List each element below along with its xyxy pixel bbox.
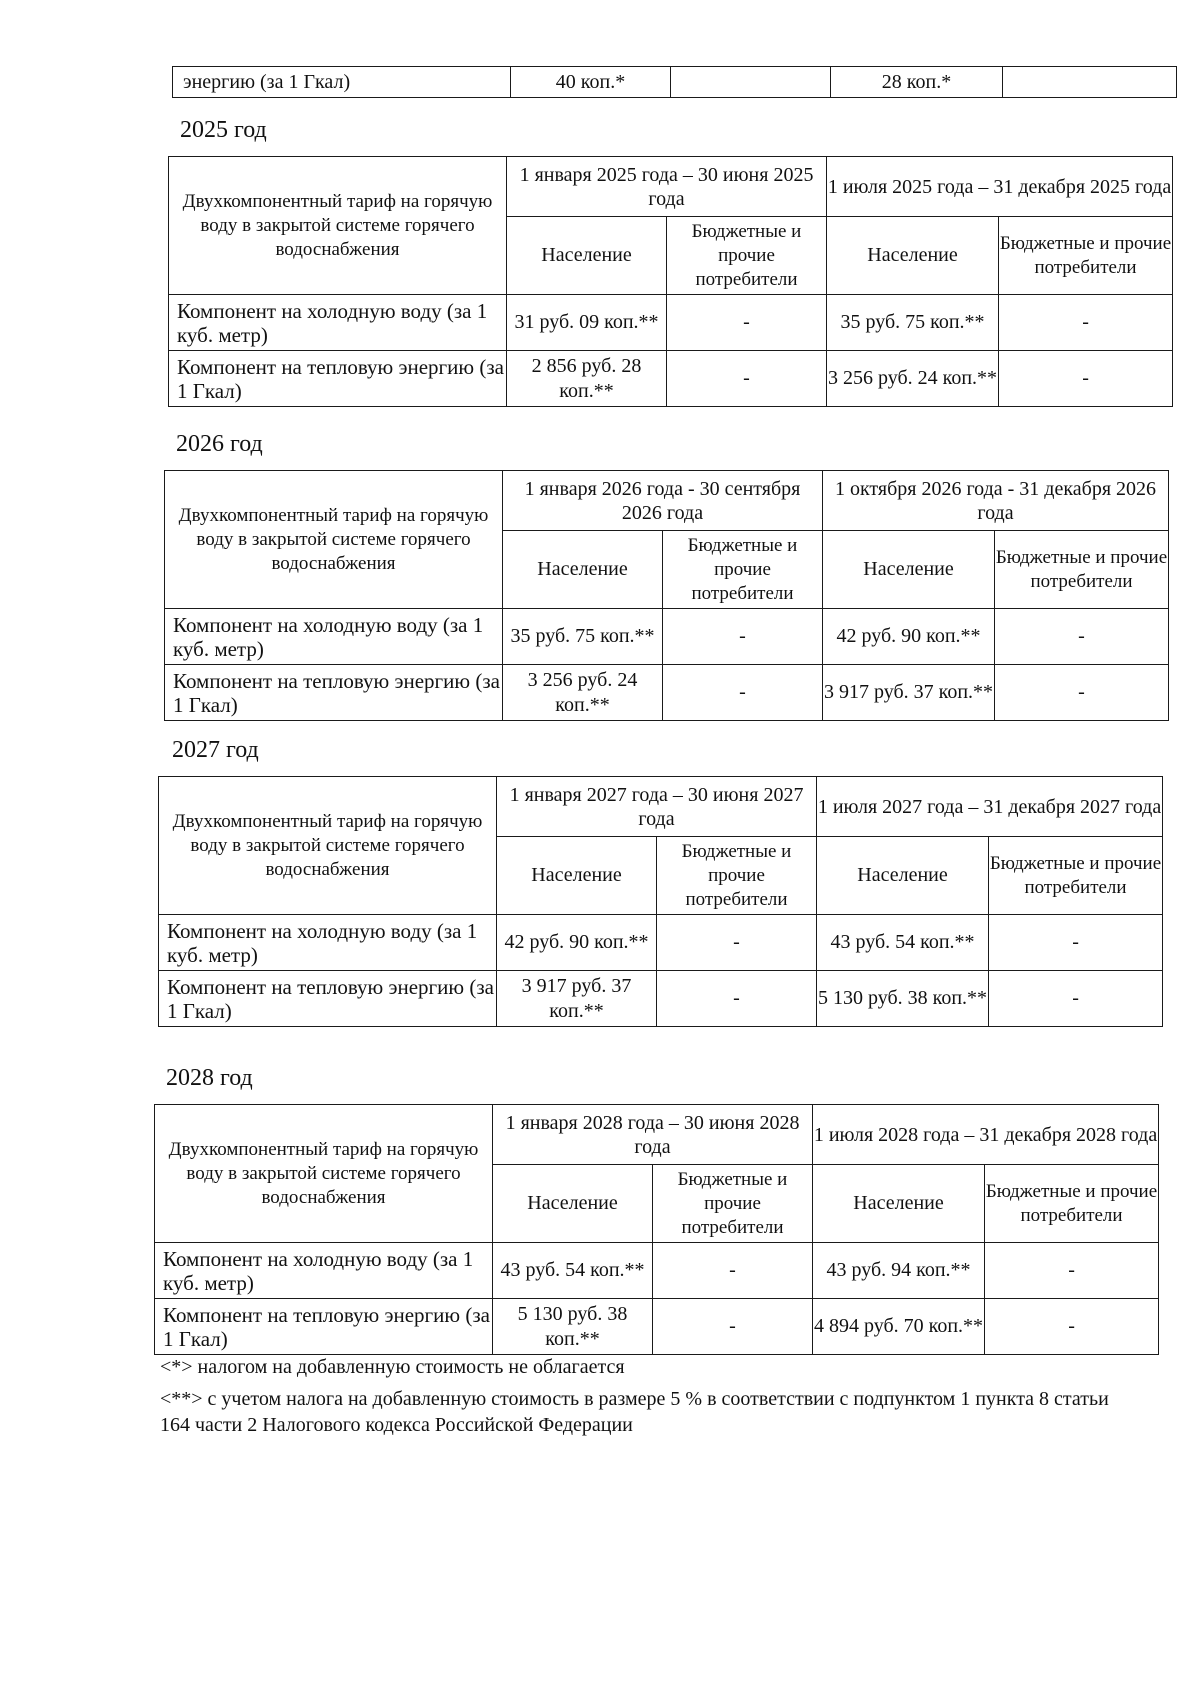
- row-label: Компонент на тепловую энергию (за 1 Гкал): [155, 1299, 493, 1355]
- cell: -: [657, 971, 817, 1027]
- tariff-table-2025: [168, 156, 1173, 407]
- table-row: [173, 67, 1177, 98]
- cell: -: [653, 1299, 813, 1355]
- table-row: [169, 295, 1173, 351]
- column-header: Бюджетные и прочие потребители: [667, 217, 827, 295]
- column-header: Население: [827, 217, 999, 295]
- row-label: энергию (за 1 Гкал): [173, 67, 511, 98]
- table-title: Двухкомпонентный тариф на горячую воду в закрытой системе горячего водоснабжения: [165, 471, 503, 609]
- row-label: Компонент на тепловую энергию (за 1 Гкал): [165, 665, 503, 721]
- cell: -: [667, 351, 827, 407]
- period-header: 1 января 2027 года – 30 июня 2027 года: [497, 777, 817, 837]
- cell: 40 коп.*: [511, 67, 671, 98]
- period-header: 1 января 2028 года – 30 июня 2028 года: [493, 1105, 813, 1165]
- year-heading-2027: 2027 год: [172, 737, 259, 763]
- period-header: 1 июля 2027 года – 31 декабря 2027 года: [817, 777, 1163, 837]
- table-title: Двухкомпонентный тариф на горячую воду в закрытой системе горячего водоснабжения: [159, 777, 497, 915]
- column-header: Население: [813, 1165, 985, 1243]
- period-header: 1 июля 2028 года – 31 декабря 2028 года: [813, 1105, 1159, 1165]
- table-title: Двухкомпонентный тариф на горячую воду в закрытой системе горячего водоснабжения: [155, 1105, 493, 1243]
- footnote-vat-5: <**> с учетом налога на добавленную стоимость в размере 5 % в соответствии с подпунктом 1 пункта 8 статьи 164 части 2 Налогового кодекса Российской Федерации: [160, 1388, 1109, 1436]
- table-row: [155, 1299, 1159, 1355]
- cell: 3 256 руб. 24 коп.**: [503, 665, 663, 721]
- column-header: Население: [503, 531, 663, 609]
- cell: 4 894 руб. 70 коп.**: [813, 1299, 985, 1355]
- period-header: 1 января 2025 года – 30 июня 2025 года: [507, 157, 827, 217]
- column-header: Бюджетные и прочие потребители: [999, 217, 1173, 295]
- cell: 43 руб. 94 коп.**: [813, 1243, 985, 1299]
- row-label: Компонент на холодную воду (за 1 куб. метр): [165, 609, 503, 665]
- table-row: [169, 157, 1173, 217]
- cell: 35 руб. 75 коп.**: [503, 609, 663, 665]
- table-row: [165, 609, 1169, 665]
- year-heading-2026: 2026 год: [176, 431, 263, 457]
- table-row: [169, 351, 1173, 407]
- period-header: 1 января 2026 года - 30 сентября 2026 года: [503, 471, 823, 531]
- cell: 35 руб. 75 коп.**: [827, 295, 999, 351]
- cell: -: [985, 1299, 1159, 1355]
- table-row: [159, 971, 1163, 1027]
- tariff-table-2026: [164, 470, 1169, 721]
- column-header: Бюджетные и прочие потребители: [657, 837, 817, 915]
- cell: -: [667, 295, 827, 351]
- cell: -: [657, 915, 817, 971]
- cell: -: [995, 665, 1169, 721]
- row-label: Компонент на холодную воду (за 1 куб. метр): [169, 295, 507, 351]
- year-heading-2025: 2025 год: [180, 117, 267, 143]
- period-header: 1 июля 2025 года – 31 декабря 2025 года: [827, 157, 1173, 217]
- cell: -: [999, 295, 1173, 351]
- cell: [671, 67, 831, 98]
- column-header: Бюджетные и прочие потребители: [985, 1165, 1159, 1243]
- cell: 31 руб. 09 коп.**: [507, 295, 667, 351]
- column-header: Население: [507, 217, 667, 295]
- column-header: Население: [823, 531, 995, 609]
- column-header: Население: [817, 837, 989, 915]
- tariff-table-2027: [158, 776, 1163, 1027]
- cell: -: [989, 915, 1163, 971]
- column-header: Бюджетные и прочие потребители: [653, 1165, 813, 1243]
- row-label: Компонент на тепловую энергию (за 1 Гкал): [169, 351, 507, 407]
- table-title: Двухкомпонентный тариф на горячую воду в закрытой системе горячего водоснабжения: [169, 157, 507, 295]
- table-row: [155, 1105, 1159, 1165]
- cell: [1003, 67, 1177, 98]
- cell: 5 130 руб. 38 коп.**: [493, 1299, 653, 1355]
- row-label: Компонент на холодную воду (за 1 куб. метр): [159, 915, 497, 971]
- column-header: Бюджетные и прочие потребители: [995, 531, 1169, 609]
- column-header: Бюджетные и прочие потребители: [663, 531, 823, 609]
- continuation-table: [172, 66, 1177, 98]
- table-row: [155, 1243, 1159, 1299]
- cell: 43 руб. 54 коп.**: [817, 915, 989, 971]
- cell: 2 856 руб. 28 коп.**: [507, 351, 667, 407]
- footnote-no-vat: <*> налогом на добавленную стоимость не облагается: [160, 1356, 625, 1378]
- cell: -: [989, 971, 1163, 1027]
- cell: 3 917 руб. 37 коп.**: [823, 665, 995, 721]
- table-row: [159, 777, 1163, 837]
- column-header: Население: [493, 1165, 653, 1243]
- cell: -: [663, 609, 823, 665]
- table-row: [165, 665, 1169, 721]
- cell: 42 руб. 90 коп.**: [823, 609, 995, 665]
- table-row: [165, 471, 1169, 531]
- table-row: [159, 915, 1163, 971]
- cell: -: [999, 351, 1173, 407]
- cell: -: [985, 1243, 1159, 1299]
- year-heading-2028: 2028 год: [166, 1065, 253, 1091]
- cell: -: [653, 1243, 813, 1299]
- cell: -: [663, 665, 823, 721]
- row-label: Компонент на холодную воду (за 1 куб. метр): [155, 1243, 493, 1299]
- cell: -: [995, 609, 1169, 665]
- column-header: Население: [497, 837, 657, 915]
- tariff-table-2028: [154, 1104, 1159, 1355]
- cell: 3 917 руб. 37 коп.**: [497, 971, 657, 1027]
- column-header: Бюджетные и прочие потребители: [989, 837, 1163, 915]
- cell: 42 руб. 90 коп.**: [497, 915, 657, 971]
- cell: 43 руб. 54 коп.**: [493, 1243, 653, 1299]
- period-header: 1 октября 2026 года - 31 декабря 2026 года: [823, 471, 1169, 531]
- cell: 5 130 руб. 38 коп.**: [817, 971, 989, 1027]
- cell: 28 коп.*: [831, 67, 1003, 98]
- row-label: Компонент на тепловую энергию (за 1 Гкал): [159, 971, 497, 1027]
- cell: 3 256 руб. 24 коп.**: [827, 351, 999, 407]
